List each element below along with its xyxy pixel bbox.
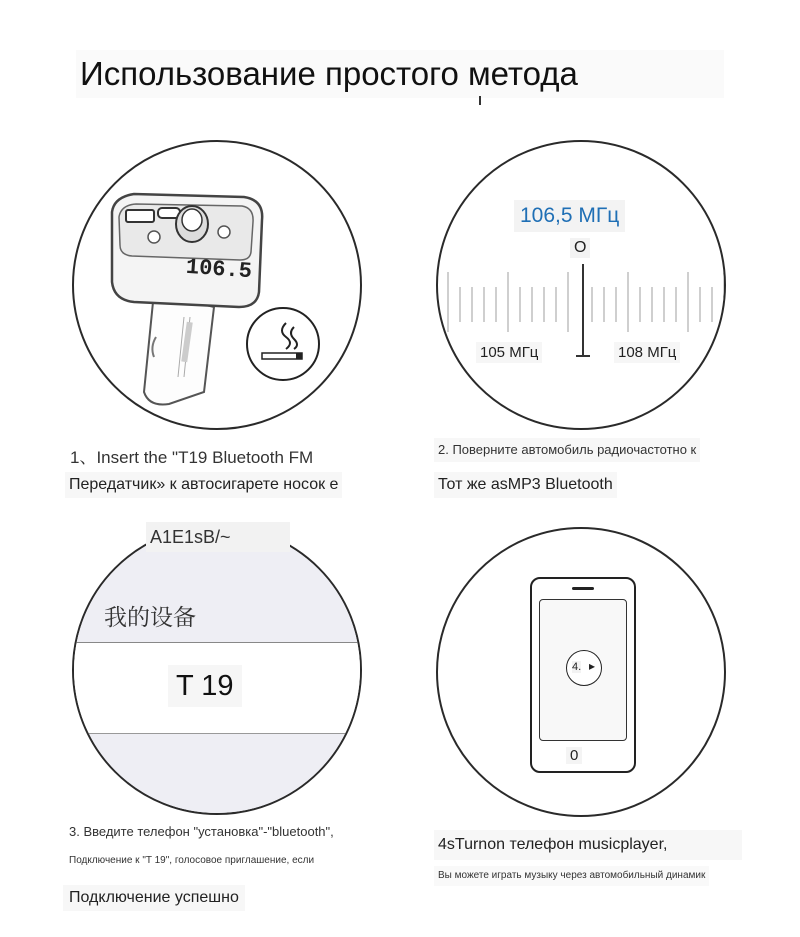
- page-title: Использование простого метода: [76, 50, 724, 98]
- play-button-icon[interactable]: [566, 650, 602, 686]
- settings-header-label: A1E1sB/~: [146, 522, 290, 552]
- settings-lower-band: [74, 734, 362, 815]
- step2-caption-line2: Тот же asMP3 Bluetooth: [434, 472, 617, 498]
- frequency-readout: 106,5 МГц: [514, 200, 625, 232]
- step3-caption-line1: 3. Введите телефон "установка"-"bluetooth",: [65, 820, 338, 844]
- phone-speaker: [572, 587, 594, 590]
- step2-illustration: [436, 140, 726, 430]
- dial-right-label: 108 МГц: [614, 342, 680, 363]
- home-button[interactable]: 0: [566, 747, 582, 764]
- frequency-dial-icon: [438, 142, 726, 430]
- phone-screen: [539, 599, 627, 741]
- play-triangle-icon: ▸: [588, 659, 595, 673]
- step3-caption-line3: Подключение успешно: [63, 885, 245, 911]
- dial-marker-label: O: [570, 238, 590, 258]
- cigarette-lighter-icon: [246, 307, 320, 381]
- step1-caption-line1: 1、Insert the "T19 Bluetooth FM: [70, 443, 313, 468]
- device-display: 106.5: [185, 254, 253, 285]
- fm-transmitter-device-icon: [74, 142, 362, 430]
- step1-caption-line2: Передатчик» к автосигарете носок е: [65, 472, 342, 498]
- device-row[interactable]: [74, 643, 362, 734]
- step4-caption-line1: 4sTurnon телефон musicplayer,: [434, 830, 742, 860]
- step4-illustration: [436, 527, 726, 817]
- settings-section-label: 我的设备: [104, 605, 196, 631]
- step1-illustration: [72, 140, 362, 430]
- step3-illustration: [72, 525, 362, 815]
- dial-left-label: 105 МГц: [476, 342, 542, 363]
- step4-caption-line2: Вы можете играть музыку через автомобильный динамик: [434, 866, 709, 886]
- step3-caption-line2: Подключение к "T 19", голосовое приглашение, если: [65, 851, 318, 871]
- play-button-label: 4.: [572, 661, 582, 673]
- title-divider-mark: [479, 96, 481, 105]
- phone-icon: [530, 577, 636, 773]
- step2-caption-line1: 2. Поверните автомобиль радиочастотно к: [434, 438, 700, 462]
- device-name: T 19: [168, 665, 242, 707]
